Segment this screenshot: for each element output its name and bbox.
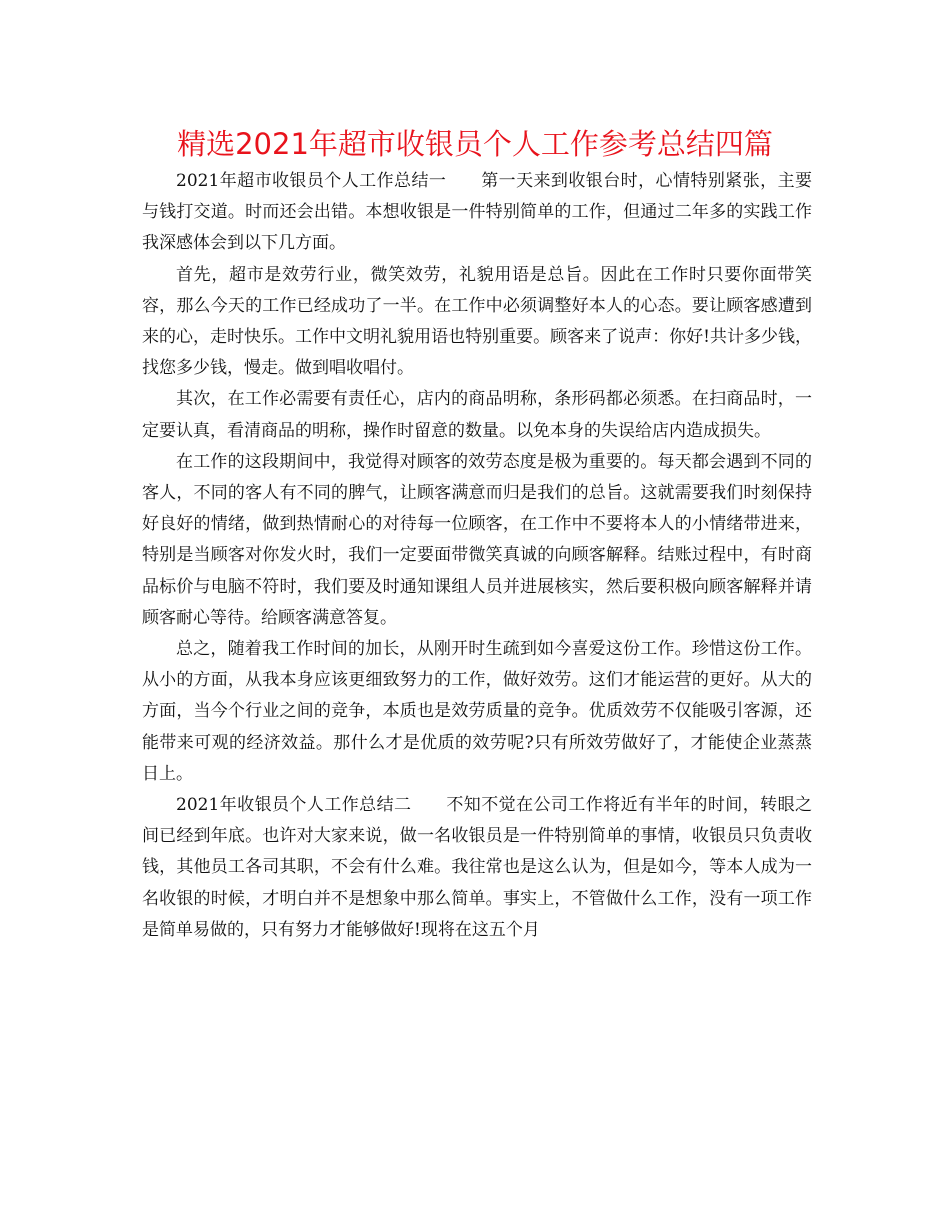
paragraph-6: 2021年收银员个人工作总结二 不知不觉在公司工作将近有半年的时间，转眼之间已经到年底。也许对大家来说，做一名收银员是一件特别简单的事情，收银员只负责收钱，其他员工各司其职，不会有什么难。我往常也是这么认为，但是如今，等本人成为一名收银的时候，才明白并不是想象中那么简单。事实上，不管做什么工作，没有一项工作是简单易做的，只有努力才能够做好!现将在这五个月 [142, 795, 812, 940]
document-title: 精选2021年超市收银员个人工作参考总结四篇 [177, 127, 773, 161]
paragraph-3: 其次，在工作必需要有责任心，店内的商品明称，条形码都必须悉。在扫商品时，一定要认真，看清商品的明称，操作时留意的数量。以免本身的失误给店内造成损失。 [142, 389, 812, 441]
paragraph-2: 首先，超市是效劳行业，微笑效劳，礼貌用语是总旨。因此在工作时只要你面带笑容，那么今天的工作已经成功了一半。在工作中必须调整好本人的心态。要让顾客感遭到来的心，走时快乐。工作中文明礼貌用语也特别重要。顾客来了说声：你好!共计多少钱，找您多少钱，慢走。做到唱收唱付。 [142, 264, 812, 379]
paragraph-4: 在工作的这段期间中，我觉得对顾客的效劳态度是极为重要的。每天都会遇到不同的客人，不同的客人有不同的脾气，让顾客满意而归是我们的总旨。这就需要我们时刻保持好良好的情绪，做到热情耐心的对待每一位顾客，在工作中不要将本人的小情绪带进来，特别是当顾客对你发火时，我们一定要面带微笑真诚的向顾客解释。结账过程中，有时商品标价与电脑不符时，我们要及时通知课组人员并进展核实，然后要积极向顾客解释并请顾客耐心等待。给顾客满意答复。 [142, 451, 812, 628]
document-body [142, 166, 812, 946]
paragraph-5: 总之，随着我工作时间的加长，从刚开时生疏到如今喜爱这份工作。珍惜这份工作。从小的方面，从我本身应该更细致努力的工作，做好效劳。这们才能运营的更好。从大的方面，当今个行业之间的竞争，本质也是效劳质量的竞争。优质效劳不仅能吸引客源，还能带来可观的经济效益。那什么才是优质的效劳呢?只有所效劳做好了，才能使企业蒸蒸日上。 [142, 639, 812, 784]
paragraph-1: 2021年超市收银员个人工作总结一 第一天来到收银台时，心情特别紧张，主要与钱打交道。时而还会出错。本想收银是一件特别简单的工作，但通过二年多的实践工作我深感体会到以下几方面。 [142, 171, 812, 254]
